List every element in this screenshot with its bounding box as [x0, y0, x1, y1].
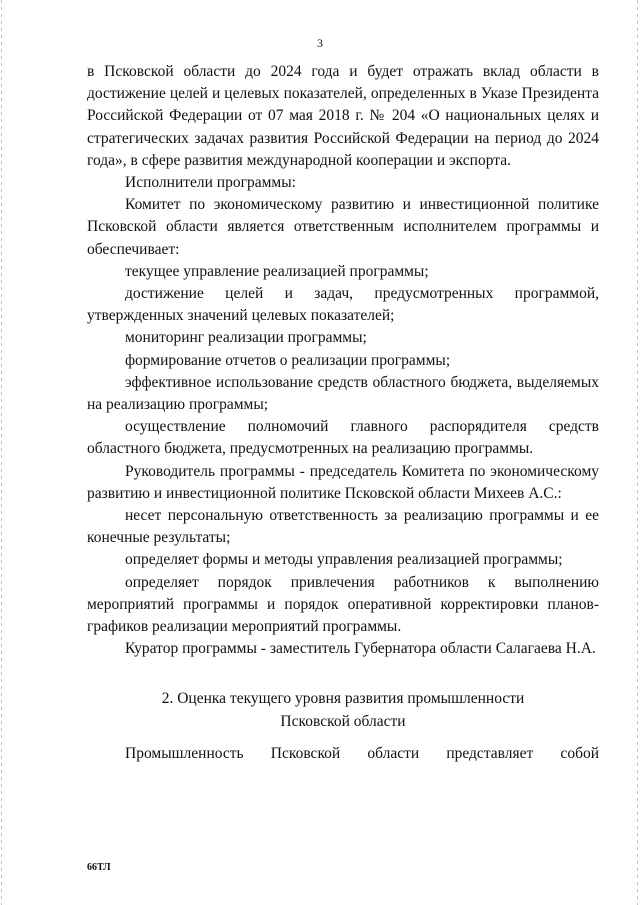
section-heading-line-2: Псковской области: [280, 712, 406, 730]
page-edge-right: [637, 0, 638, 905]
paragraph-executors-title: Исполнители программы:: [125, 174, 296, 192]
paragraph-industry: Промышленность Псковской области представляет собой: [125, 744, 599, 762]
document-body: [87, 61, 599, 765]
list-item: определяет формы и методы управления реализацией программы;: [125, 551, 563, 569]
list-item: формирование отчетов о реализации программы;: [125, 351, 451, 369]
footer-code: 66ТЛ: [87, 862, 111, 873]
list-item: эффективное использование средств областного бюджета, выделяемых на реализацию программы;: [87, 373, 599, 414]
list-item: определяет порядок привлечения работников к выполнению мероприятий программы и порядок оперативной корректировки планов-графиков реализации мероприятий программы.: [87, 573, 599, 636]
list-item: достижение целей и задач, предусмотренных программой, утвержденных значений целевых показателей;: [87, 285, 599, 325]
list-item: мониторинг реализации программы;: [125, 329, 367, 347]
section-heading: [87, 688, 599, 732]
list-item: текущее управление реализацией программы;: [125, 262, 429, 280]
paragraph-program-head: Руководитель программы - председатель Комитета по экономическому развитию и инвестиционной политике Псковской области Михеев А.С.:: [87, 462, 599, 502]
list-item: осуществление полномочий главного распорядителя средств областного бюджета, предусмотренных на реализацию программы.: [87, 418, 599, 458]
page-edge-left: [1, 0, 2, 905]
paragraph-curator: Куратор программы - заместитель Губернатора области Салагаева Н.А.: [125, 640, 596, 658]
page-number: 3: [317, 36, 323, 50]
paragraph-committee: Комитет по экономическому развитию и инвестиционной политике Псковской области является ответственным исполнителем программы и обеспечивает:: [87, 196, 599, 258]
section-heading-line-1: 2. Оценка текущего уровня развития промышленности: [161, 690, 525, 708]
list-item: несет персональную ответственность за реализацию программы и ее конечные результаты;: [87, 507, 599, 547]
paragraph-intro: в Псковской области до 2024 года и будет отражать вклад области в достижение целей и целевых показателей, определенных в Указе Президента Российской Федерации от 07 мая 2018 г. № 204 «О национальных целях и стратегических задачах развития Российской Федерации на период до 2024 года», в сфере развития международной кооперации и экспорта.: [87, 63, 599, 169]
